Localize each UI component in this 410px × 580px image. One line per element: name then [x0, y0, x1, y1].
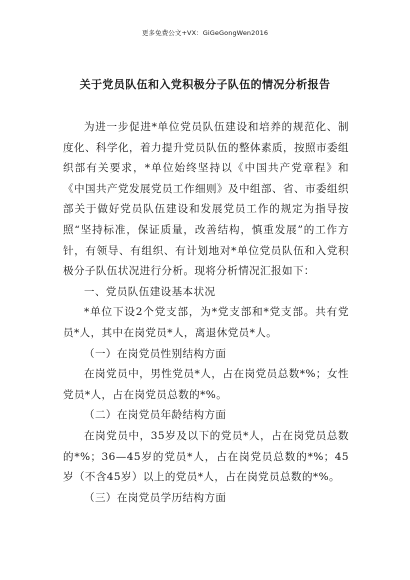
document-title: 关于党员队伍和入党积极分子队伍的情况分析报告 — [79, 78, 331, 91]
document-body — [63, 117, 349, 508]
subheading-education: （三）在岗党员学历结构方面 — [84, 491, 227, 504]
section-heading-1: 一、党员队伍建设基本状况 — [84, 285, 216, 298]
paragraph-branches: *单位下设2个党支部，为*党支部和*党支部。共有党员*人，其中在岗党员*人，离退休党员*人。 — [63, 306, 349, 339]
paragraph-intro: 为进一步促进*单位党员队伍建设和培养的规范化、制度化、科学化，着力提升党员队伍的整体素质，按照市委组织部有关要求，*单位始终坚持以《中国共产党章程》和《中国共产党发展党员工作细则》及中组部、省、市委组织部关于做好党员队伍建设和发展党员工作的规定为指导按照“坚持标准，保证质量，改善结构，慎重发展”的工作方针，有领导、有组织、有计划地对*单位党员队伍和入党积极分子队伍状况进行分析。现将分析情况汇报如下： — [63, 121, 349, 278]
paragraph-age: 在岗党员中，35岁及以下的党员*人，占在岗党员总数的*%；36—45岁的党员*人，占在岗党员总数的*%；45岁（不含45岁）以上的党员*人，占在岗党员总数的*%。 — [63, 429, 349, 484]
subheading-age: （二）在岗党员年龄结构方面 — [84, 409, 227, 422]
header-note: 更多免费公文+VX：GiGeGongWen2016 — [141, 29, 269, 37]
paragraph-gender: 在岗党员中，男性党员*人，占在岗党员总数*%；女性党员*人，占在岗党员总数的*%。 — [63, 368, 349, 401]
subheading-gender: （一）在岗党员性别结构方面 — [84, 347, 227, 360]
